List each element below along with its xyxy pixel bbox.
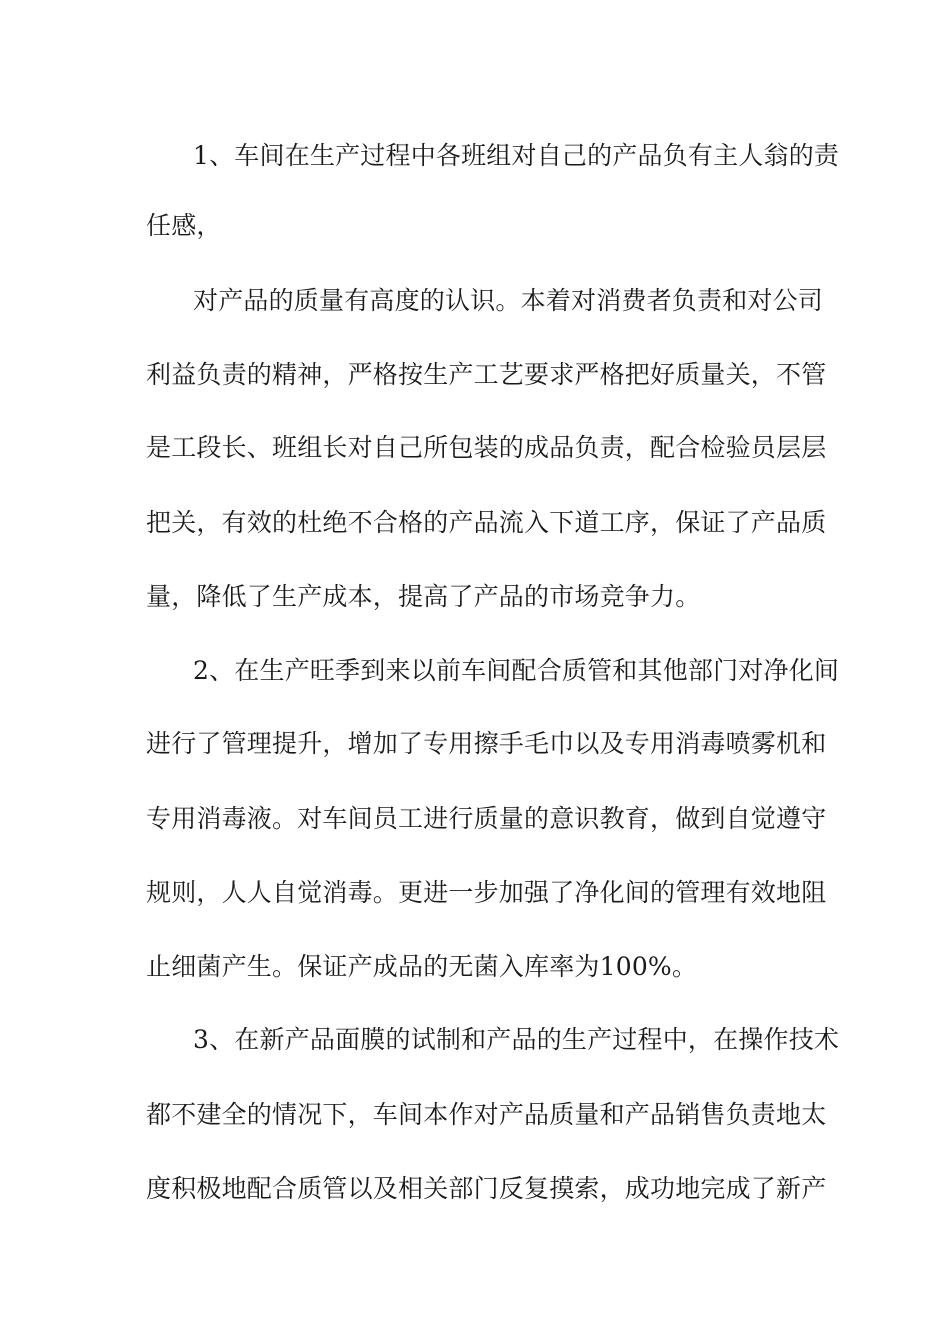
paragraph-2-line-2: 利益负责的精神，严格按生产工艺要求严格把好质量关，不管 [146, 360, 827, 389]
paragraph-3-line-1: 2、在生产旺季到来以前车间配合质管和其他部门对净化间 [193, 656, 840, 685]
paragraph-1-line-2: 任感， [146, 211, 222, 240]
paragraph-4-line-1: 3、在新产品面膜的试制和产品的生产过程中，在操作技术 [193, 1025, 840, 1054]
paragraph-3-line-5: 止细菌产生。保证产成品的无菌入库率为100%。 [146, 952, 698, 981]
paragraph-4-line-3: 度积极地配合质管以及相关部门反复摸索，成功地完成了新产 [146, 1174, 827, 1203]
paragraph-2-line-5: 量，降低了生产成本，提高了产品的市场竞争力。 [146, 582, 701, 611]
paragraph-3-line-2: 进行了管理提升，增加了专用擦手毛巾以及专用消毒喷雾机和 [146, 729, 827, 758]
paragraph-2-line-1: 对产品的质量有高度的认识。本着对消费者负责和对公司 [193, 286, 824, 315]
paragraph-3-line-3: 专用消毒液。对车间员工进行质量的意识教育，做到自觉遵守 [146, 804, 827, 833]
paragraph-1-line-1: 1、车间在生产过程中各班组对自己的产品负有主人翁的责 [193, 141, 840, 170]
paragraph-4-line-2: 都不建全的情况下，车间本作对产品质量和产品销售负责地太 [146, 1100, 827, 1129]
paragraph-2-line-4: 把关，有效的杜绝不合格的产品流入下道工序，保证了产品质 [146, 508, 827, 537]
paragraph-2-line-3: 是工段长、班组长对自己所包装的成品负责，配合检验员层层 [146, 433, 827, 462]
paragraph-3-line-4: 规则，人人自觉消毒。更进一步加强了净化间的管理有效地阻 [146, 878, 827, 907]
